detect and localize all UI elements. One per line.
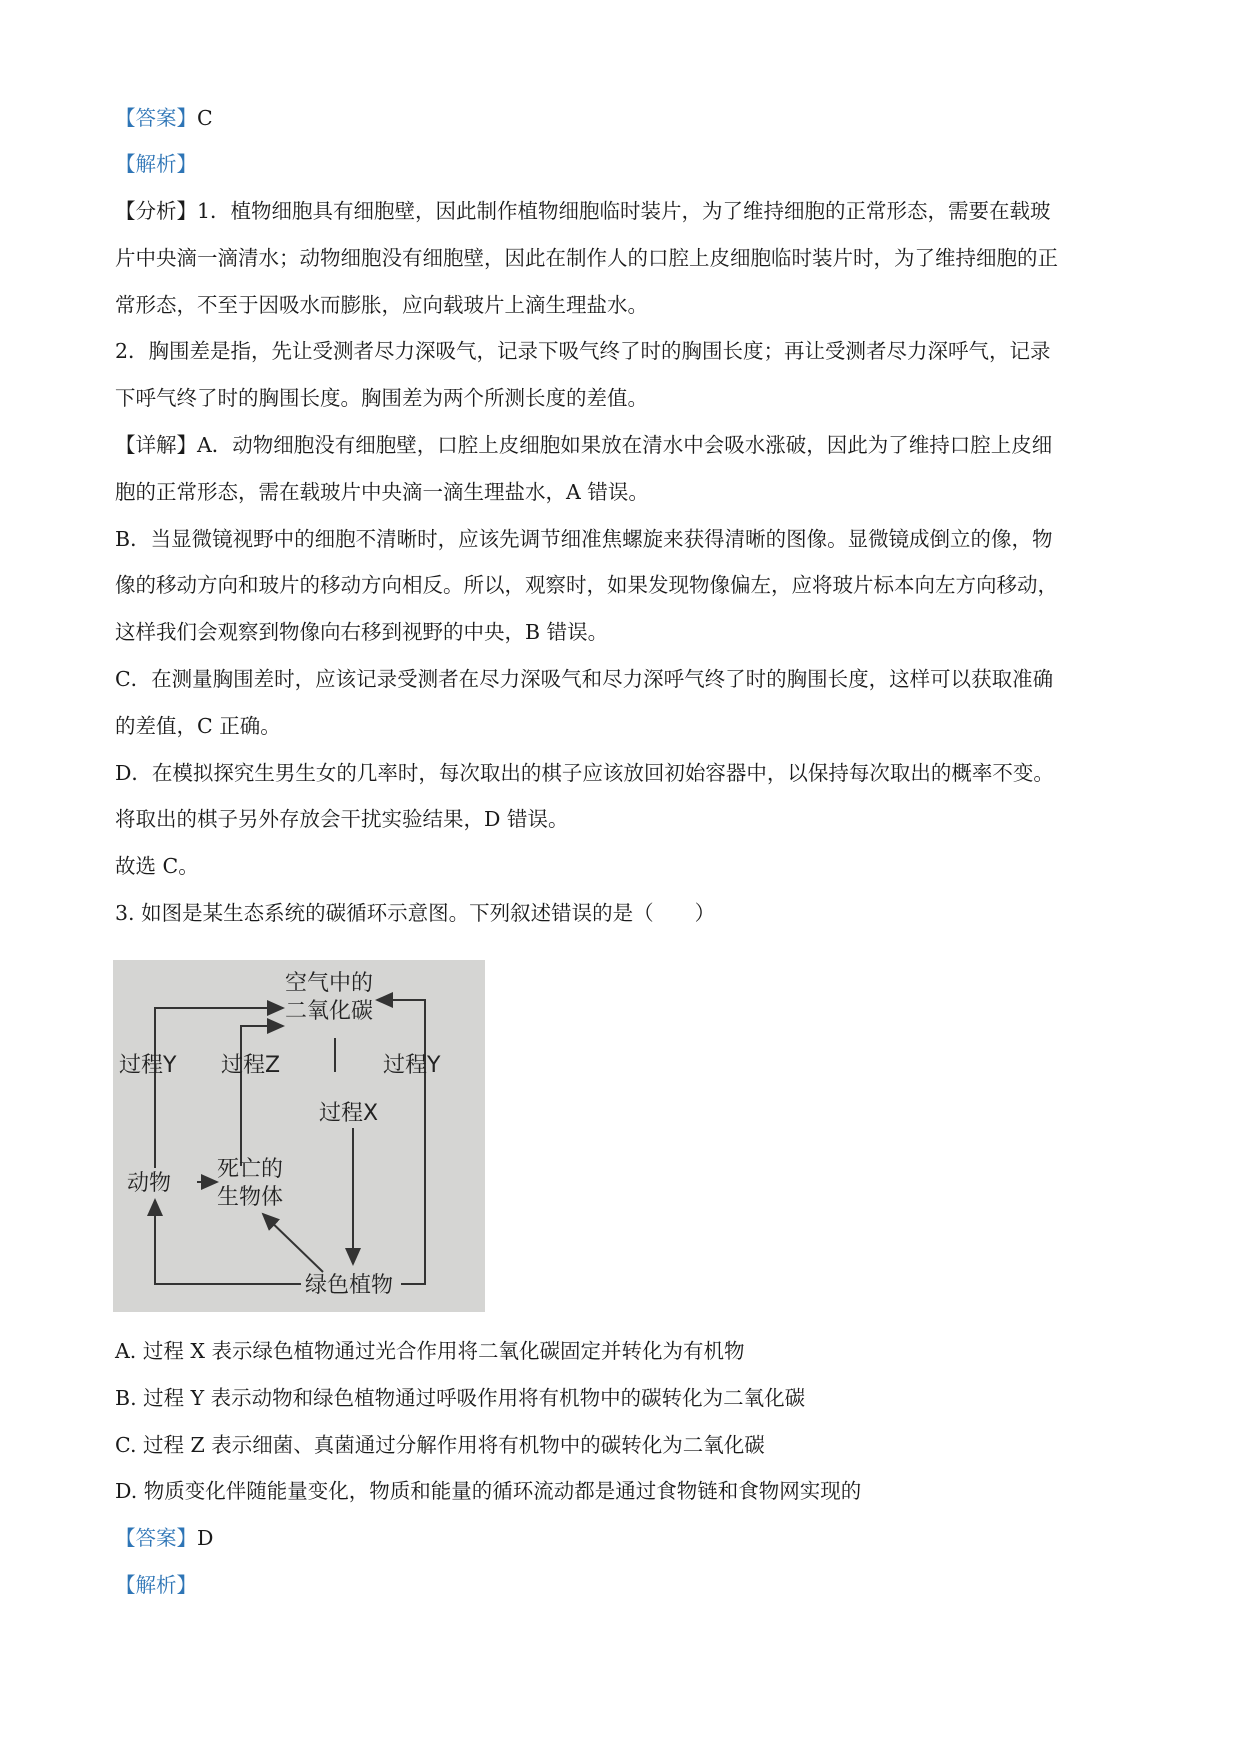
- label-process-y-right: 过程Y: [383, 1053, 441, 1078]
- detail-a-line-1: [115, 431, 1135, 459]
- detail-b-line-1: B．当显微镜视野中的细胞不清晰时，应该先调节细准焦螺旋来获得清晰的图像。显微镜成倒立的像，物: [115, 527, 1053, 551]
- detail-d-line-1: D．在模拟探究生男生女的几率时，每次取出的棋子应该放回初始容器中，以保持每次取出的概率不变。: [115, 761, 1054, 785]
- fenxi-line-3: 常形态，不至于因吸水而膨胀，应向载玻片上滴生理盐水。: [115, 293, 648, 317]
- answer-value: C: [197, 106, 213, 130]
- label-dead-1: 死亡的: [217, 1157, 284, 1182]
- point2-line-2: 下呼气终了时的胸围长度。胸围差为两个所测长度的差值。: [115, 386, 648, 410]
- detail-c-line-2: 的差值，C 正确。: [115, 714, 281, 738]
- detail-c-line-1: C．在测量胸围差时，应该记录受测者在尽力深吸气和尽力深呼气终了时的胸围长度，这样可以获取准确: [115, 667, 1054, 691]
- answer-tag: 【答案】: [115, 106, 197, 130]
- detail-a-line-2: 胞的正常形态，需在载玻片中央滴一滴生理盐水，A 错误。: [115, 480, 649, 504]
- answer-line-q2: [115, 104, 1135, 132]
- conclusion: 故选 C。: [115, 854, 199, 878]
- question-3-stem: 3. 如图是某生态系统的碳循环示意图。下列叙述错误的是（ ）: [115, 901, 716, 925]
- arrow-plant-to-dead: [263, 1214, 323, 1272]
- label-green-plant: 绿色植物: [305, 1273, 394, 1298]
- arrow-plant-to-air: [377, 1000, 425, 1284]
- label-process-y-left: 过程Y: [119, 1053, 177, 1078]
- fenxi-tag: 【分析】: [115, 199, 197, 223]
- label-dead-2: 生物体: [217, 1185, 284, 1210]
- option-a: A. 过程 X 表示绿色植物通过光合作用将二氧化碳固定并转化为有机物: [115, 1339, 745, 1363]
- option-b: B. 过程 Y 表示动物和绿色植物通过呼吸作用将有机物中的碳转化为二氧化碳: [115, 1386, 806, 1410]
- label-process-x: 过程X: [319, 1101, 379, 1126]
- point2-line-1: 2．胸围差是指，先让受测者尽力深吸气，记录下吸气终了时的胸围长度；再让受测者尽力深呼气，记录: [115, 339, 1051, 363]
- detail-b-line-2: 像的移动方向和玻片的移动方向相反。所以，观察时，如果发现物像偏左，应将玻片标本向左方向移动，: [115, 573, 1058, 597]
- fenxi-line-1: [115, 197, 1135, 225]
- option-d: D. 物质变化伴随能量变化，物质和能量的循环流动都是通过食物链和食物网实现的: [115, 1479, 862, 1503]
- analysis-tag: 【解析】: [115, 152, 197, 176]
- answer-tag-q3: 【答案】: [115, 1526, 197, 1550]
- xiangjie-tag: 【详解】: [115, 433, 197, 457]
- arrow-plant-to-animal: [155, 1200, 301, 1284]
- label-animal: 动物: [127, 1171, 172, 1196]
- fenxi-text-1: 1．植物细胞具有细胞壁，因此制作植物细胞临时装片，为了维持细胞的正常形态，需要在载玻: [197, 199, 1051, 223]
- answer-line-q3: [115, 1524, 1135, 1552]
- label-air-co2-2: 二氧化碳: [285, 999, 374, 1024]
- detail-b-line-3: 这样我们会观察到物像向右移到视野的中央，B 错误。: [115, 620, 609, 644]
- arrow-animal-to-air: [155, 1008, 283, 1168]
- analysis-tag-q3: 【解析】: [115, 1573, 197, 1597]
- detail-d-line-2: 将取出的棋子另外存放会干扰实验结果，D 错误。: [115, 807, 569, 831]
- carbon-cycle-diagram: [113, 960, 485, 1312]
- fenxi-line-2: 片中央滴一滴清水；动物细胞没有细胞壁，因此在制作人的口腔上皮细胞临时装片时，为了维持细胞的正: [115, 246, 1058, 270]
- arrow-dead-to-air: [241, 1026, 283, 1166]
- detail-a-text-1: A．动物细胞没有细胞壁，口腔上皮细胞如果放在清水中会吸水涨破，因此为了维持口腔上皮细: [197, 433, 1053, 457]
- label-air-co2-1: 空气中的: [285, 971, 374, 996]
- answer-value-q3: D: [197, 1526, 214, 1550]
- option-c: C. 过程 Z 表示细菌、真菌通过分解作用将有机物中的碳转化为二氧化碳: [115, 1433, 765, 1457]
- label-process-z: 过程Z: [221, 1053, 281, 1078]
